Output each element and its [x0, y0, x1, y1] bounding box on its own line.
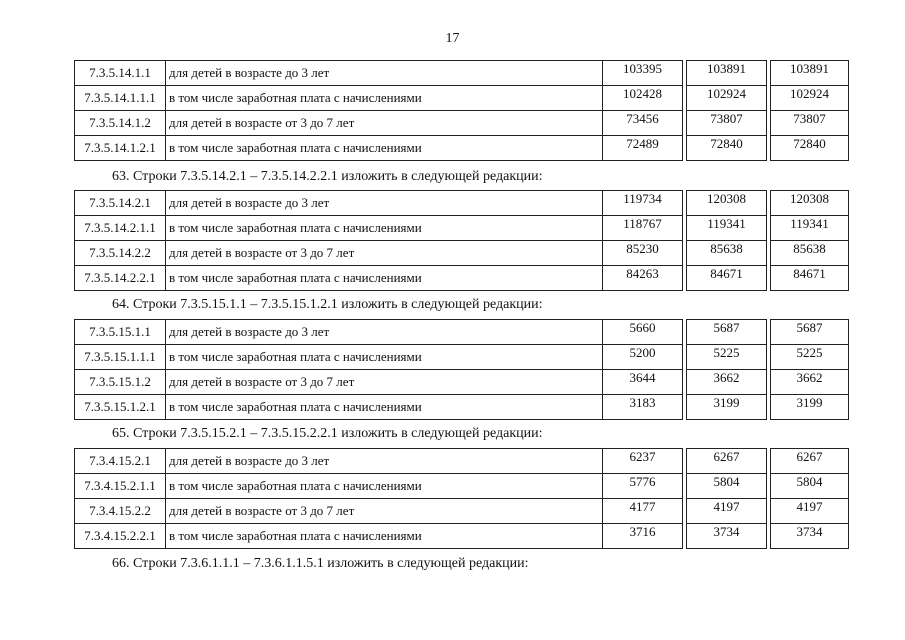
row-code: 7.3.5.14.1.1.1 — [75, 86, 166, 111]
row-code: 7.3.4.15.2.1.1 — [75, 474, 166, 499]
row-description: для детей в возрасте от 3 до 7 лет — [166, 370, 603, 395]
table-row — [75, 216, 849, 241]
table-row — [75, 345, 849, 370]
row-value-2: 103891 — [687, 61, 767, 86]
row-description: в том числе заработная плата с начислениями — [166, 86, 603, 111]
row-description: в том числе заработная плата с начислениями — [166, 216, 603, 241]
amendment-heading: 63. Строки 7.3.5.14.2.1 – 7.3.5.14.2.2.1 изложить в следующей редакции: — [112, 169, 543, 184]
amendment-table — [74, 190, 849, 291]
row-value-2: 5687 — [687, 320, 767, 345]
row-value-2: 73807 — [687, 111, 767, 136]
row-value-2: 120308 — [687, 191, 767, 216]
row-value-2: 3199 — [687, 395, 767, 420]
row-value-3: 5687 — [771, 320, 849, 345]
table-row — [75, 395, 849, 420]
row-value-3: 3734 — [771, 524, 849, 549]
row-value-3: 120308 — [771, 191, 849, 216]
amendment-heading: 64. Строки 7.3.5.15.1.1 – 7.3.5.15.1.2.1 изложить в следующей редакции: — [112, 297, 543, 312]
row-description: в том числе заработная плата с начислениями — [166, 395, 603, 420]
row-value-2: 119341 — [687, 216, 767, 241]
row-value-3: 102924 — [771, 86, 849, 111]
row-value-3: 84671 — [771, 266, 849, 291]
row-value-3: 6267 — [771, 449, 849, 474]
row-value-1: 103395 — [603, 61, 683, 86]
row-value-1: 85230 — [603, 241, 683, 266]
row-value-2: 102924 — [687, 86, 767, 111]
row-value-3: 3662 — [771, 370, 849, 395]
row-description: для детей в возрасте от 3 до 7 лет — [166, 499, 603, 524]
row-value-3: 119341 — [771, 216, 849, 241]
row-value-1: 73456 — [603, 111, 683, 136]
row-description: в том числе заработная плата с начислениями — [166, 136, 603, 161]
row-description: в том числе заработная плата с начислениями — [166, 266, 603, 291]
row-code: 7.3.5.15.1.2 — [75, 370, 166, 395]
table-row — [75, 136, 849, 161]
row-value-1: 5660 — [603, 320, 683, 345]
row-description: для детей в возрасте от 3 до 7 лет — [166, 111, 603, 136]
row-value-1: 4177 — [603, 499, 683, 524]
row-code: 7.3.5.14.2.1 — [75, 191, 166, 216]
row-value-2: 3734 — [687, 524, 767, 549]
row-value-1: 5776 — [603, 474, 683, 499]
row-value-1: 72489 — [603, 136, 683, 161]
row-code: 7.3.5.14.2.1.1 — [75, 216, 166, 241]
row-value-3: 73807 — [771, 111, 849, 136]
row-code: 7.3.5.15.1.2.1 — [75, 395, 166, 420]
row-value-3: 5804 — [771, 474, 849, 499]
table-row — [75, 86, 849, 111]
table-row — [75, 191, 849, 216]
row-description: в том числе заработная плата с начислениями — [166, 345, 603, 370]
table-row — [75, 266, 849, 291]
table-row — [75, 370, 849, 395]
row-description: для детей в возрасте до 3 лет — [166, 449, 603, 474]
row-description: в том числе заработная плата с начислениями — [166, 474, 603, 499]
row-code: 7.3.5.15.1.1.1 — [75, 345, 166, 370]
amendment-table — [74, 448, 849, 549]
row-value-2: 84671 — [687, 266, 767, 291]
page-number: 17 — [445, 31, 460, 46]
row-code: 7.3.5.14.1.2.1 — [75, 136, 166, 161]
row-value-2: 5225 — [687, 345, 767, 370]
table-row — [75, 61, 849, 86]
row-code: 7.3.5.14.2.2 — [75, 241, 166, 266]
row-value-3: 72840 — [771, 136, 849, 161]
row-value-2: 72840 — [687, 136, 767, 161]
row-value-3: 3199 — [771, 395, 849, 420]
row-value-2: 4197 — [687, 499, 767, 524]
table-row — [75, 111, 849, 136]
row-value-3: 103891 — [771, 61, 849, 86]
row-value-2: 85638 — [687, 241, 767, 266]
table-row — [75, 320, 849, 345]
row-value-1: 119734 — [603, 191, 683, 216]
row-code: 7.3.4.15.2.1 — [75, 449, 166, 474]
row-value-1: 6237 — [603, 449, 683, 474]
table-row — [75, 449, 849, 474]
row-value-1: 5200 — [603, 345, 683, 370]
amendment-table — [74, 60, 849, 161]
row-value-1: 84263 — [603, 266, 683, 291]
amendment-table — [74, 319, 849, 420]
row-value-3: 4197 — [771, 499, 849, 524]
row-description: для детей в возрасте от 3 до 7 лет — [166, 241, 603, 266]
row-value-1: 3644 — [603, 370, 683, 395]
table-row — [75, 474, 849, 499]
row-value-2: 3662 — [687, 370, 767, 395]
row-code: 7.3.5.15.1.1 — [75, 320, 166, 345]
table-row — [75, 499, 849, 524]
row-code: 7.3.4.15.2.2 — [75, 499, 166, 524]
row-code: 7.3.4.15.2.2.1 — [75, 524, 166, 549]
row-description: для детей в возрасте до 3 лет — [166, 191, 603, 216]
row-value-1: 118767 — [603, 216, 683, 241]
row-value-3: 85638 — [771, 241, 849, 266]
row-description: для детей в возрасте до 3 лет — [166, 61, 603, 86]
amendment-heading: 66. Строки 7.3.6.1.1.1 – 7.3.6.1.1.5.1 изложить в следующей редакции: — [112, 556, 529, 571]
row-value-1: 3716 — [603, 524, 683, 549]
row-description: в том числе заработная плата с начислениями — [166, 524, 603, 549]
row-code: 7.3.5.14.1.2 — [75, 111, 166, 136]
row-description: для детей в возрасте до 3 лет — [166, 320, 603, 345]
amendment-heading: 65. Строки 7.3.5.15.2.1 – 7.3.5.15.2.2.1 изложить в следующей редакции: — [112, 426, 543, 441]
table-row — [75, 241, 849, 266]
row-code: 7.3.5.14.2.2.1 — [75, 266, 166, 291]
row-code: 7.3.5.14.1.1 — [75, 61, 166, 86]
row-value-1: 102428 — [603, 86, 683, 111]
row-value-1: 3183 — [603, 395, 683, 420]
row-value-2: 6267 — [687, 449, 767, 474]
row-value-3: 5225 — [771, 345, 849, 370]
row-value-2: 5804 — [687, 474, 767, 499]
table-row — [75, 524, 849, 549]
